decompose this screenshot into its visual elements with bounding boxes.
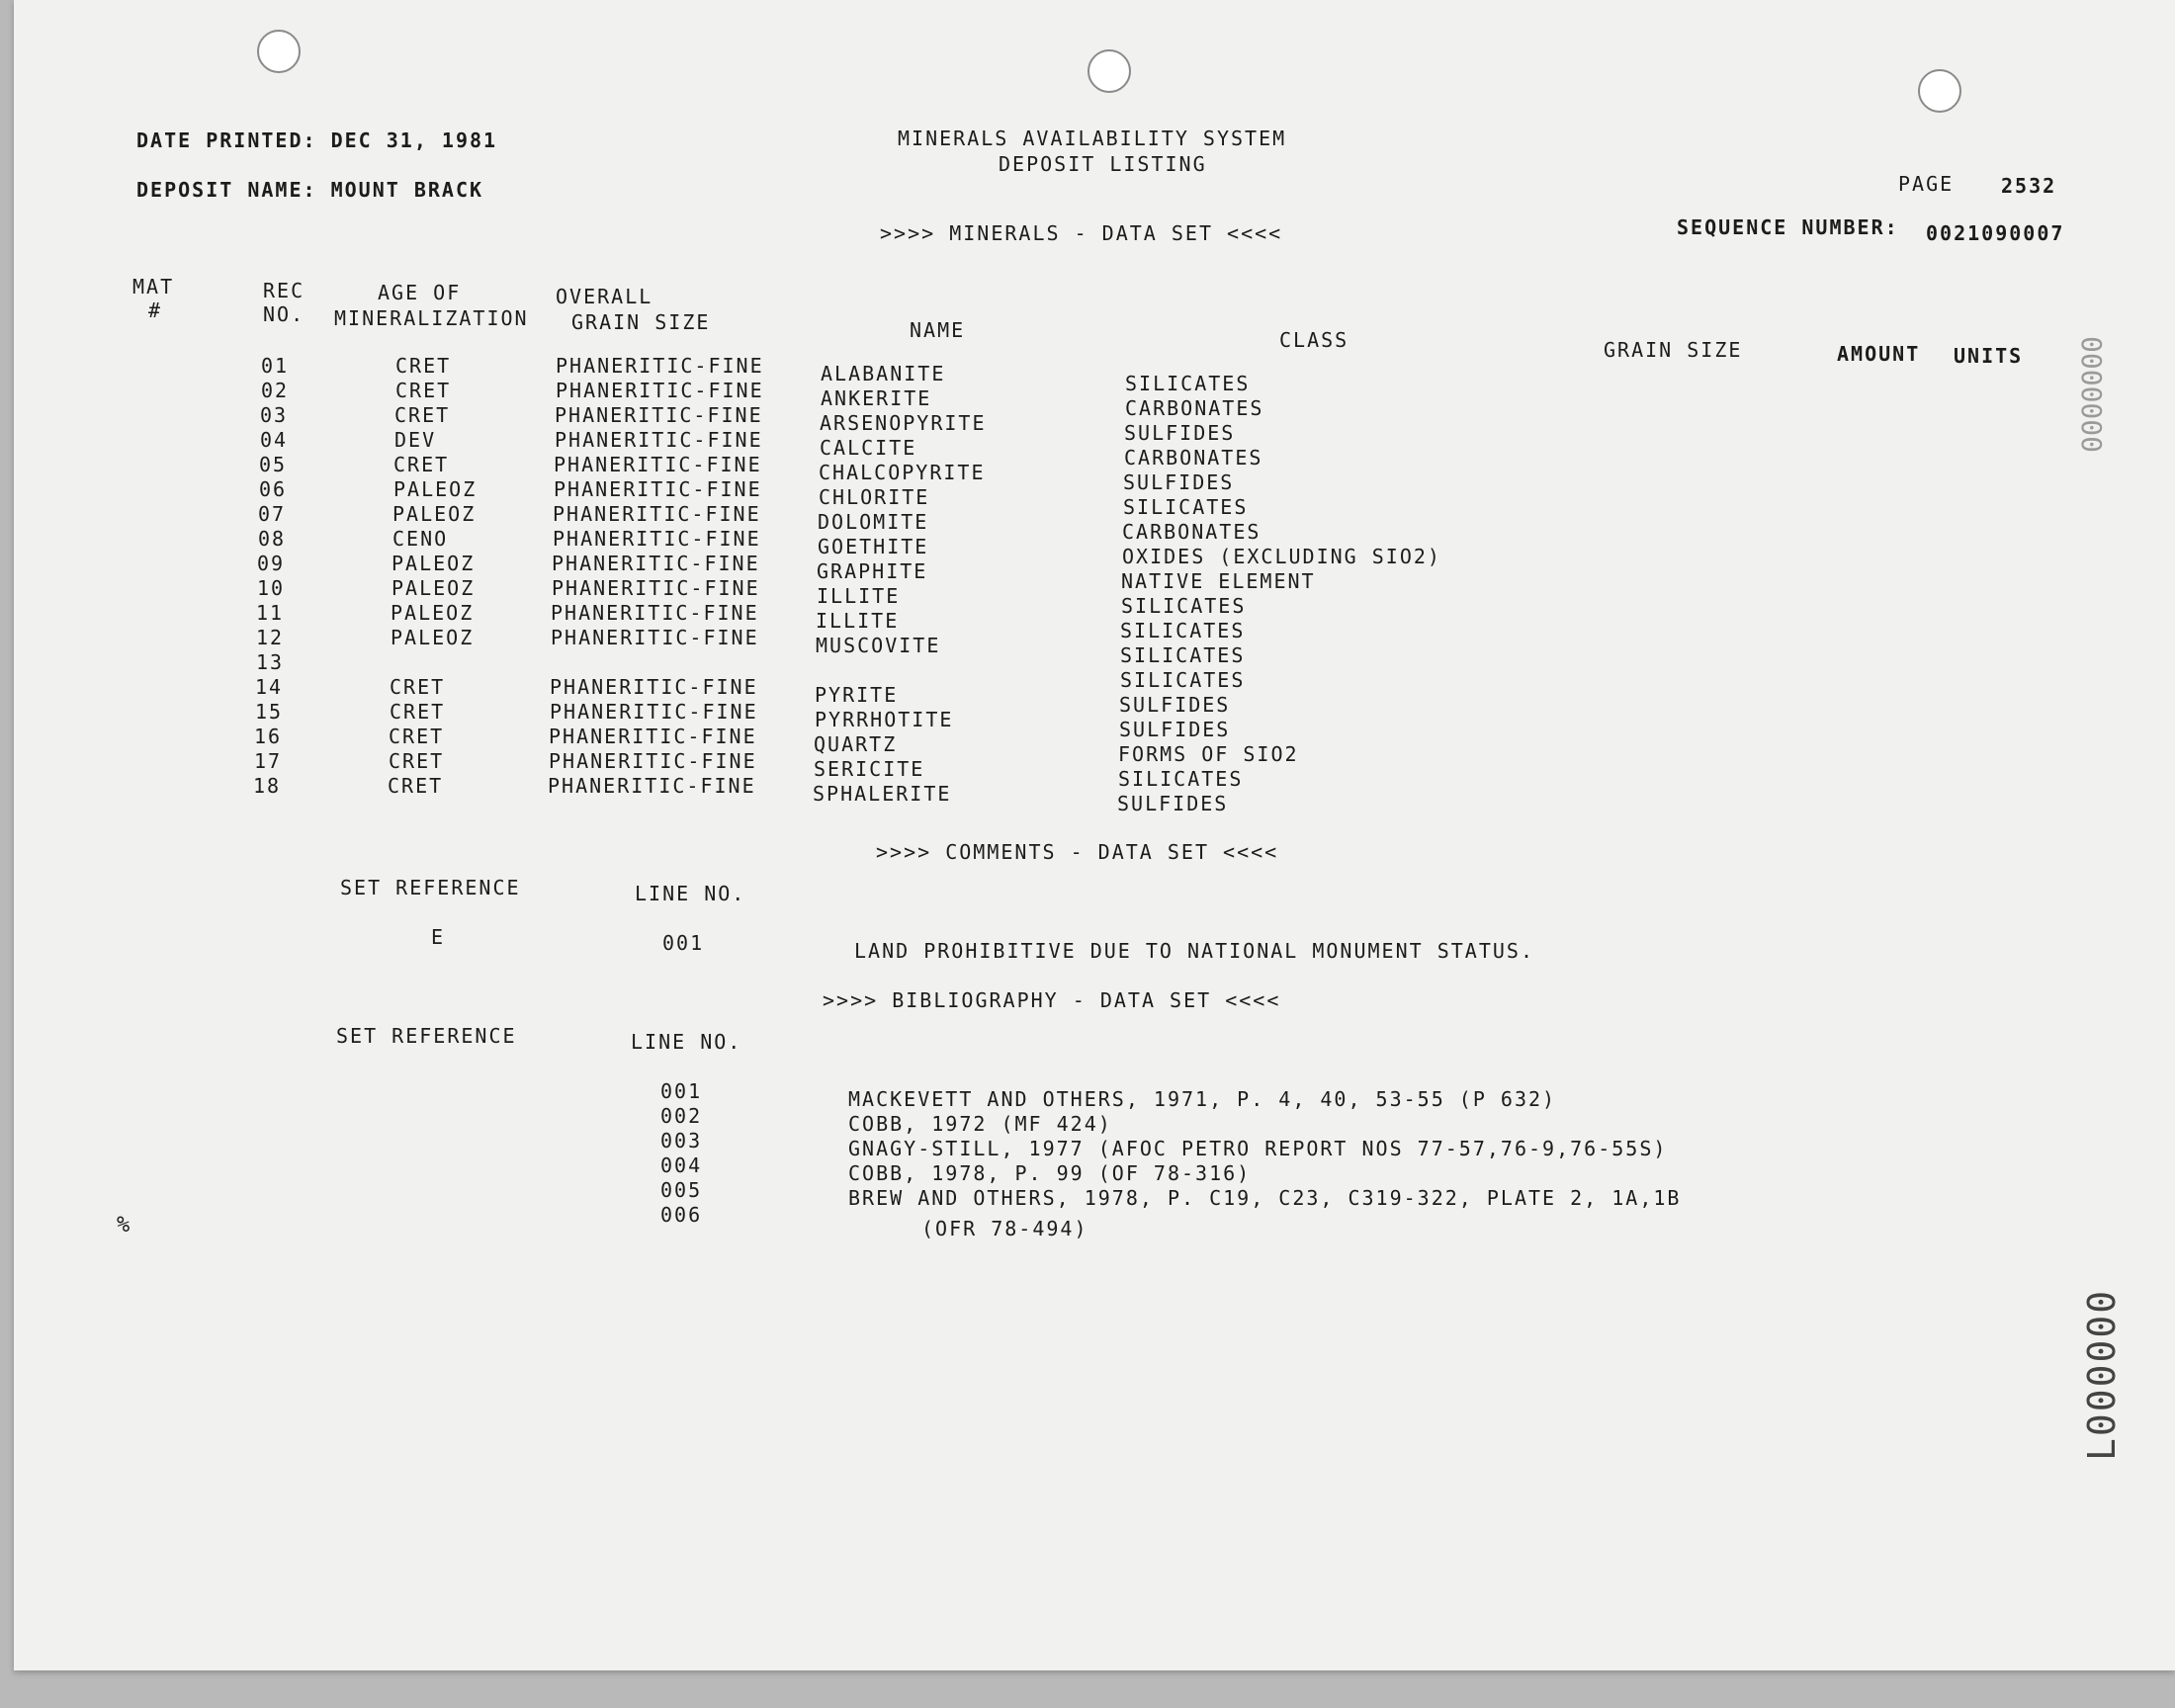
row-rec: 12	[256, 626, 285, 649]
row-name: SPHALERITE	[813, 782, 952, 806]
sequence-label: SEQUENCE NUMBER:	[1677, 215, 1899, 239]
row-rec: 14	[255, 675, 284, 699]
row-name: PYRITE	[815, 683, 899, 707]
bibliography-text: COBB, 1978, P. 99 (OF 78-316)	[848, 1161, 1252, 1185]
list-item	[14, 1079, 2175, 1111]
row-rec: 16	[254, 725, 283, 748]
row-name: SERICITE	[814, 757, 925, 781]
bibliography-text: COBB, 1972 (MF 424)	[848, 1112, 1112, 1136]
row-class: SILICATES	[1125, 372, 1251, 395]
bibliography-line: 002	[660, 1104, 703, 1128]
row-name: CHALCOPYRITE	[819, 461, 986, 484]
row-grain-size: PHANERITIC-FINE	[550, 700, 758, 724]
row-age: PALEOZ	[392, 552, 476, 575]
bibliography-banner: >>>> BIBLIOGRAPHY - DATA SET <<<<	[823, 988, 1281, 1012]
row-grain-size: PHANERITIC-FINE	[555, 403, 763, 427]
deposit-name: DEPOSIT NAME: MOUNT BRACK	[136, 178, 484, 202]
minerals-banner: >>>> MINERALS - DATA SET <<<<	[880, 221, 1283, 245]
row-age: CRET	[390, 700, 446, 724]
row-rec: 15	[255, 700, 284, 724]
sequence-number: 0021090007	[1926, 221, 2065, 245]
col-age-1: AGE OF	[378, 281, 462, 304]
comments-set-reference-label: SET REFERENCE	[340, 876, 521, 899]
system-title: MINERALS AVAILABILITY SYSTEM	[898, 127, 1287, 150]
row-class: SULFIDES	[1117, 792, 1229, 815]
col-mat: MAT	[132, 275, 175, 299]
row-age: CRET	[395, 354, 452, 378]
row-class: SILICATES	[1120, 643, 1246, 667]
list-item	[14, 1203, 2175, 1240]
row-name: PYRRHOTITE	[815, 708, 954, 731]
row-age: PALEOZ	[392, 576, 476, 600]
punch-hole	[1088, 49, 1131, 93]
bibliography-text: MACKEVETT AND OTHERS, 1971, P. 4, 40, 53-55 (P 632)	[848, 1087, 1557, 1111]
comment-ref: E	[431, 925, 446, 949]
row-name: GRAPHITE	[817, 559, 928, 583]
row-class: NATIVE ELEMENT	[1121, 569, 1316, 593]
row-age: PALEOZ	[391, 601, 475, 625]
col-mat-hash: #	[148, 299, 163, 322]
row-rec: 13	[256, 650, 285, 674]
col-name: NAME	[910, 318, 966, 342]
row-rec: 09	[257, 552, 286, 575]
bibliography-line-no-label: LINE NO.	[631, 1030, 742, 1054]
row-name: ARSENOPYRITE	[820, 411, 987, 435]
row-rec: 04	[260, 428, 289, 452]
col-rec-no: NO.	[263, 302, 305, 326]
col-rec: REC	[263, 279, 305, 302]
row-name: MUSCOVITE	[816, 634, 941, 657]
row-rec: 05	[259, 453, 288, 476]
col-units: UNITS	[1954, 344, 2024, 368]
col-amount: AMOUNT	[1837, 342, 1921, 366]
row-grain-size: PHANERITIC-FINE	[553, 527, 761, 551]
col-overall-2: GRAIN SIZE	[571, 310, 711, 334]
row-grain-size: PHANERITIC-FINE	[553, 502, 761, 526]
row-rec: 01	[261, 354, 290, 378]
row-name: CALCITE	[820, 436, 917, 460]
row-class: SILICATES	[1123, 495, 1249, 519]
printout-page	[14, 0, 2175, 1670]
row-rec: 17	[254, 749, 283, 773]
margin-mark-bottom: L000000	[2080, 1288, 2124, 1461]
row-rec: 11	[256, 601, 285, 625]
row-age: CRET	[393, 453, 450, 476]
row-class: SILICATES	[1120, 619, 1246, 642]
row-grain-size: PHANERITIC-FINE	[550, 675, 758, 699]
listing-title: DEPOSIT LISTING	[999, 152, 1207, 176]
row-class: CARBONATES	[1122, 520, 1262, 544]
row-rec: 02	[261, 379, 290, 402]
row-rec: 18	[253, 774, 282, 798]
page-label: PAGE	[1898, 172, 1955, 196]
row-age: CRET	[389, 725, 445, 748]
row-grain-size: PHANERITIC-FINE	[554, 453, 762, 476]
bibliography-line: 004	[660, 1153, 703, 1177]
row-age: PALEOZ	[392, 502, 477, 526]
bibliography-line: 005	[660, 1178, 703, 1202]
row-class: CARBONATES	[1124, 446, 1263, 470]
row-name: ALABANITE	[821, 362, 946, 385]
col-overall-1: OVERALL	[556, 285, 653, 308]
row-grain-size: PHANERITIC-FINE	[556, 379, 764, 402]
row-class: SILICATES	[1118, 767, 1244, 791]
row-grain-size: PHANERITIC-FINE	[556, 354, 764, 378]
col-grain-size: GRAIN SIZE	[1604, 338, 1743, 362]
row-rec: 08	[258, 527, 287, 551]
row-grain-size: PHANERITIC-FINE	[551, 626, 759, 649]
row-name: GOETHITE	[818, 535, 929, 558]
row-age: CRET	[388, 774, 444, 798]
bibliography-line: 006	[660, 1203, 703, 1227]
row-class: OXIDES (EXCLUDING SIO2)	[1122, 545, 1441, 568]
page-number: 2532	[2001, 174, 2057, 198]
row-grain-size: PHANERITIC-FINE	[549, 749, 757, 773]
row-class: FORMS OF SIO2	[1118, 742, 1299, 766]
row-rec: 10	[257, 576, 286, 600]
margin-mark-top: 0000000	[2075, 336, 2108, 454]
row-class: SILICATES	[1121, 594, 1247, 618]
table-row	[14, 774, 2175, 815]
percent-mark: %	[117, 1213, 132, 1238]
row-class: SULFIDES	[1123, 470, 1235, 494]
punch-hole	[257, 30, 301, 73]
bibliography-set-reference-label: SET REFERENCE	[336, 1024, 517, 1048]
list-item	[14, 1178, 2175, 1210]
row-name: DOLOMITE	[818, 510, 929, 534]
comment-text: LAND PROHIBITIVE DUE TO NATIONAL MONUMENT STATUS.	[854, 939, 1535, 963]
row-grain-size: PHANERITIC-FINE	[548, 774, 756, 798]
row-class: CARBONATES	[1125, 396, 1264, 420]
list-item	[14, 1129, 2175, 1160]
list-item	[14, 1104, 2175, 1136]
row-grain-size: PHANERITIC-FINE	[551, 601, 759, 625]
col-age-2: MINERALIZATION	[334, 306, 529, 330]
punch-hole	[1918, 69, 1961, 113]
row-rec: 06	[259, 477, 288, 501]
bibliography-text: GNAGY-STILL, 1977 (AFOC PETRO REPORT NOS 77-57,76-9,76-55S)	[848, 1137, 1668, 1160]
row-grain-size: PHANERITIC-FINE	[549, 725, 757, 748]
bibliography-line: 001	[660, 1079, 703, 1103]
row-age: CRET	[395, 379, 452, 402]
row-grain-size: PHANERITIC-FINE	[552, 576, 760, 600]
row-name: QUARTZ	[814, 732, 898, 756]
comments-line-no-label: LINE NO.	[635, 882, 746, 905]
col-class: CLASS	[1279, 328, 1349, 352]
row-rec: 07	[258, 502, 287, 526]
comment-line: 001	[662, 931, 705, 955]
comments-banner: >>>> COMMENTS - DATA SET <<<<	[876, 840, 1279, 864]
row-age: DEV	[394, 428, 437, 452]
row-name: CHLORITE	[819, 485, 930, 509]
row-grain-size: PHANERITIC-FINE	[552, 552, 760, 575]
row-age: PALEOZ	[391, 626, 475, 649]
row-class: SILICATES	[1120, 668, 1246, 692]
row-age: PALEOZ	[393, 477, 478, 501]
row-name: ILLITE	[816, 609, 900, 633]
row-grain-size: PHANERITIC-FINE	[554, 477, 762, 501]
row-name: ANKERITE	[821, 386, 932, 410]
row-grain-size: PHANERITIC-FINE	[555, 428, 763, 452]
list-item	[14, 1153, 2175, 1185]
row-class: SULFIDES	[1124, 421, 1236, 445]
row-rec: 03	[260, 403, 289, 427]
row-class: SULFIDES	[1119, 693, 1231, 717]
bibliography-text: (OFR 78-494)	[921, 1217, 1088, 1240]
bibliography-line: 003	[660, 1129, 703, 1153]
date-printed: DATE PRINTED: DEC 31, 1981	[136, 128, 498, 152]
row-age: CRET	[389, 749, 445, 773]
row-age: CENO	[392, 527, 449, 551]
row-age: CRET	[390, 675, 446, 699]
bibliography-text: BREW AND OTHERS, 1978, P. C19, C23, C319-322, PLATE 2, 1A,1B	[848, 1186, 1682, 1210]
row-age: CRET	[394, 403, 451, 427]
row-name: ILLITE	[817, 584, 901, 608]
row-class: SULFIDES	[1119, 718, 1231, 741]
